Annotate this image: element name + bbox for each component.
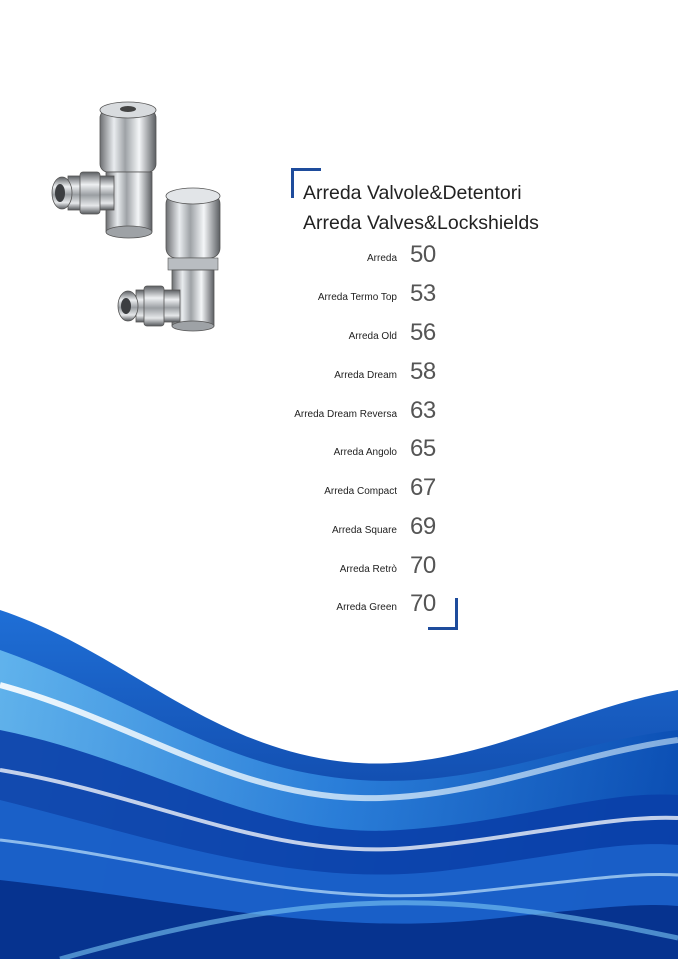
blue-wave-background [0, 590, 678, 959]
index-item-page: 50 [410, 241, 436, 268]
index-item-arreda-retro[interactable] [0, 551, 678, 587]
index-item-label: Arreda Angolo [333, 447, 397, 458]
index-item-arreda-dream[interactable] [0, 357, 678, 393]
valve-lockshield [52, 102, 156, 238]
section-title [303, 178, 539, 238]
index-item-page: 67 [410, 474, 436, 501]
index-item-arreda[interactable] [0, 240, 678, 276]
index-item-page: 58 [410, 358, 436, 385]
index-item-page: 70 [410, 590, 436, 617]
index-item-label: Arreda Termo Top [317, 292, 397, 303]
index-item-arreda-square[interactable] [0, 512, 678, 548]
index-item-page: 56 [410, 319, 436, 346]
index-item-label: Arreda Retrò [339, 564, 397, 575]
index-item-page: 69 [410, 513, 436, 540]
index-item-arreda-dream-reversa[interactable] [0, 396, 678, 432]
section-title-italian: Arreda Valvole&Detentori [303, 182, 522, 204]
section-title-english: Arreda Valves&Lockshields [303, 212, 539, 234]
index-item-arreda-termo-top[interactable] [0, 279, 678, 315]
index-item-arreda-compact[interactable] [0, 473, 678, 509]
index-item-label: Arreda Dream Reversa [294, 409, 397, 420]
index-item-page: 70 [410, 552, 436, 579]
index-item-arreda-angolo[interactable] [0, 434, 678, 470]
index-item-page: 63 [410, 397, 436, 424]
index-item-label: Arreda Green [336, 602, 397, 613]
index-item-arreda-old[interactable] [0, 318, 678, 354]
index-item-page: 65 [410, 435, 436, 462]
index-item-label: Arreda Square [331, 525, 397, 536]
index-item-page: 53 [410, 280, 436, 307]
index-item-label: Arreda Compact [324, 486, 397, 497]
index-item-label: Arreda [366, 253, 397, 264]
index-item-label: Arreda Dream [334, 370, 397, 381]
index-item-label: Arreda Old [348, 331, 397, 342]
